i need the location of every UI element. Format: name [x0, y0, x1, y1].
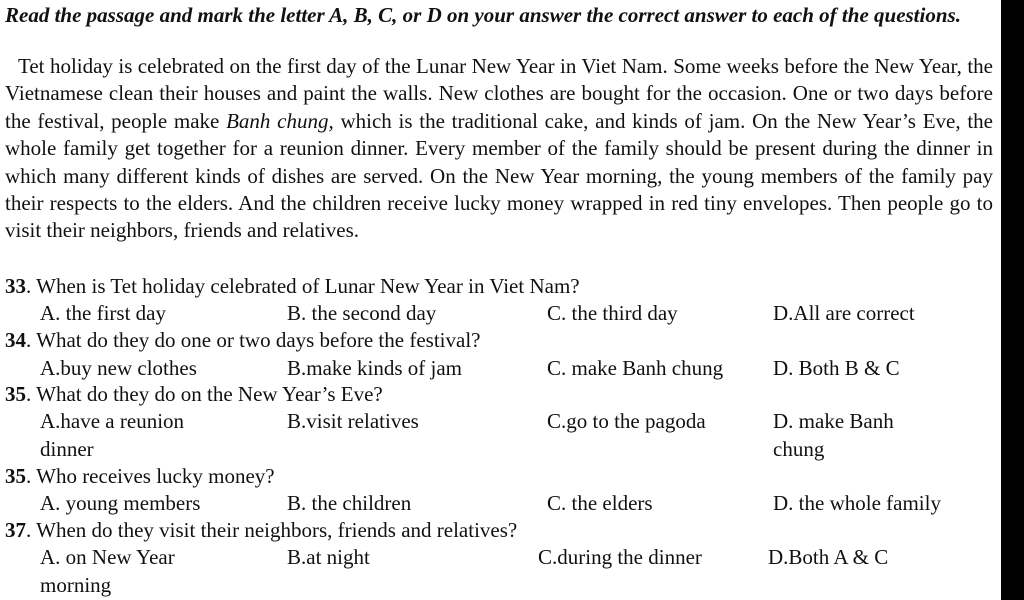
option-b[interactable]: B.at night	[287, 545, 370, 569]
option-a[interactable]: A.buy new clothes	[40, 356, 197, 380]
option-a[interactable]: A.have a reunion dinner	[40, 409, 185, 461]
option-c[interactable]: C. the third day	[547, 301, 678, 325]
question-34	[5, 327, 480, 353]
question-text: . When is Tet holiday celebrated of Lunar New Year in Viet Nam?	[26, 274, 580, 298]
reading-passage	[5, 53, 993, 245]
passage-text-part2: which is the traditional cake, and kinds of jam. On the New Year’s Eve, the whole family get together for a reunion dinner. Every member of the family should be present during the dinner in which many different kinds of dishes are served. On the New Year morning, the young members of the family pay their respects to the elders. And the children receive lucky money wrapped in red tiny envelopes. Then people go to visit their neighbors, friends and relatives.	[5, 108, 993, 243]
question-text: . What do they do on the New Year’s Eve?	[26, 382, 383, 406]
option-c[interactable]: C. make Banh chung	[547, 356, 724, 380]
question-text: . What do they do one or two days before the festival?	[26, 328, 481, 352]
option-c[interactable]: C.during the dinner	[538, 545, 702, 569]
question-33	[5, 273, 580, 299]
option-d[interactable]: D. make Banh chung	[773, 409, 894, 461]
instructions: Read the passage and mark the letter A, B, C, or D on your answer the correct answer to each of the questions.	[5, 3, 961, 27]
question-35b	[5, 463, 275, 489]
option-d[interactable]: D. Both B & C	[773, 356, 900, 380]
passage-italic-term: Banh chung,	[226, 108, 334, 133]
option-b[interactable]: B. the second day	[287, 301, 437, 325]
question-37	[5, 517, 517, 543]
option-a[interactable]: A. young members	[40, 491, 201, 515]
option-d[interactable]: D. the whole family	[773, 491, 941, 515]
option-b[interactable]: B.visit relatives	[287, 409, 419, 433]
option-d[interactable]: D.All are correct	[773, 301, 915, 325]
option-b[interactable]: B. the children	[287, 491, 412, 515]
option-a[interactable]: A. on New Year morning	[40, 545, 175, 597]
question-number: 34	[5, 328, 26, 352]
option-d[interactable]: D.Both A & C	[768, 545, 889, 569]
question-35a	[5, 381, 383, 407]
option-b[interactable]: B.make kinds of jam	[287, 356, 462, 380]
question-text: . When do they visit their neighbors, friends and relatives?	[26, 518, 518, 542]
option-c[interactable]: C. the elders	[547, 491, 653, 515]
question-number: 35	[5, 464, 26, 488]
question-number: 35	[5, 382, 26, 406]
option-a[interactable]: A. the first day	[40, 301, 166, 325]
question-text: . Who receives lucky money?	[26, 464, 275, 488]
question-number: 37	[5, 518, 26, 542]
option-c[interactable]: C.go to the pagoda	[547, 409, 706, 433]
question-number: 33	[5, 274, 26, 298]
passage-text-part1: Tet holiday is celebrated on the first day of the Lunar New Year in Viet Nam. Some weeks before the New Year, the Vietnamese clean their houses and paint the walls. New clothes are bought for the occasion. One or two days before the festival, people make	[5, 54, 993, 133]
